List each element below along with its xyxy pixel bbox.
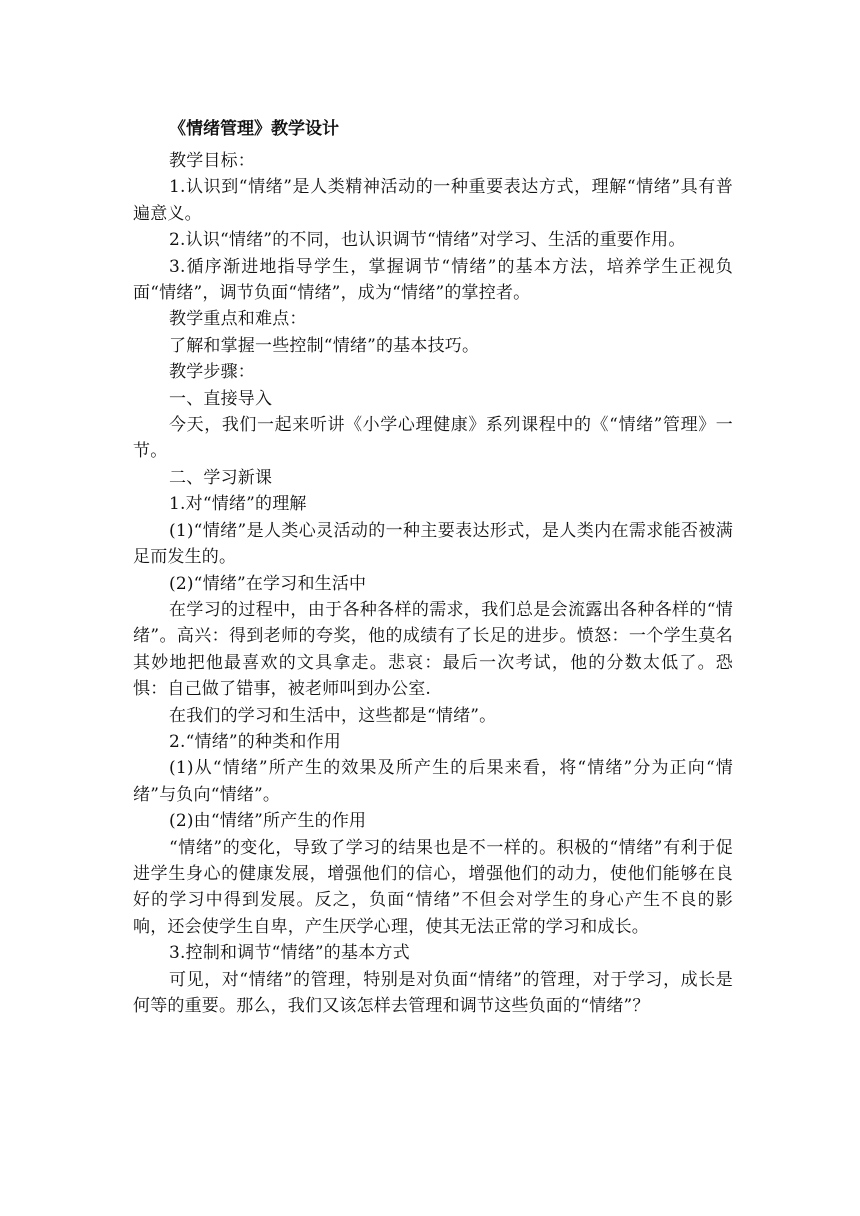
paragraph: 今天，我们一起来听讲《小学心理健康》系列课程中的《“情绪”管理》一节。 (133, 415, 733, 462)
paragraph: 2.“情绪”的种类和作用 (169, 731, 342, 752)
paragraph: 3.控制和调节“情绪”的基本方式 (169, 943, 410, 964)
document-body (133, 116, 733, 1019)
paragraph: 教学重点和难点： (169, 309, 307, 330)
paragraph: 了解和掌握一些控制“情绪”的基本技巧。 (169, 335, 480, 356)
paragraph: 一、直接导入 (169, 388, 273, 409)
paragraph: 可见，对“情绪”的管理，特别是对负面“情绪”的管理，对于学习，成长是何等的重要。那么，我们又该怎样去管理和调节这些负面的“情绪”？ (133, 969, 733, 1016)
document-title: 《情绪管理》教学设计 (169, 119, 339, 139)
paragraph: (2)由“情绪”所产生的作用 (169, 811, 367, 832)
paragraph: (1)“情绪”是人类心灵活动的一种主要表达形式，是人类内在需求能否被满足而发生的。 (133, 520, 733, 568)
paragraph: 1.对“情绪”的理解 (169, 494, 307, 515)
paragraph: 二、学习新课 (169, 467, 273, 488)
paragraph: (1)从“情绪”所产生的效果及所产生的后果来看，将“情绪”分为正向“情绪”与负向“情绪”。 (133, 758, 733, 805)
paragraph: (2)“情绪”在学习和生活中 (169, 573, 367, 594)
paragraph: “情绪”的变化，导致了学习的结果也是不一样的。积极的“情绪”有利于促进学生身心的健康发展，增强他们的信心，增强他们的动力，使他们能够在良好的学习中得到发展。反之，负面“情绪”不但会对学生的身心产生不良的影响，还会使学生自卑，产生厌学心理，使其无法正常的学习和成长。 (133, 837, 733, 937)
paragraph: 2.认识“情绪”的不同，也认识调节“情绪”对学习、生活的重要作用。 (169, 230, 686, 251)
paragraph: 教学目标： (169, 151, 255, 171)
paragraph: 3.循序渐进地指导学生，掌握调节“情绪”的基本方法，培养学生正视负面“情绪”，调节负面“情绪”，成为“情绪”的掌控者。 (133, 256, 733, 304)
paragraph: 在我们的学习和生活中，这些都是“情绪”。 (169, 705, 497, 726)
paragraph: 在学习的过程中，由于各种各样的需求，我们总是会流露出各种各样的“情绪”。高兴：得到老师的夸奖，他的成绩有了长足的进步。愤怒：一个学生莫名其妙地把他最喜欢的文具拿走。悲哀：最后一次考试，他的分数太低了。恐惧：自己做了错事，被老师叫到办公室. (133, 599, 733, 700)
paragraph: 教学步骤： (169, 362, 255, 383)
paragraph: 1.认识到“情绪”是人类精神活动的一种重要表达方式，理解“情绪”具有普遍意义。 (133, 177, 733, 224)
